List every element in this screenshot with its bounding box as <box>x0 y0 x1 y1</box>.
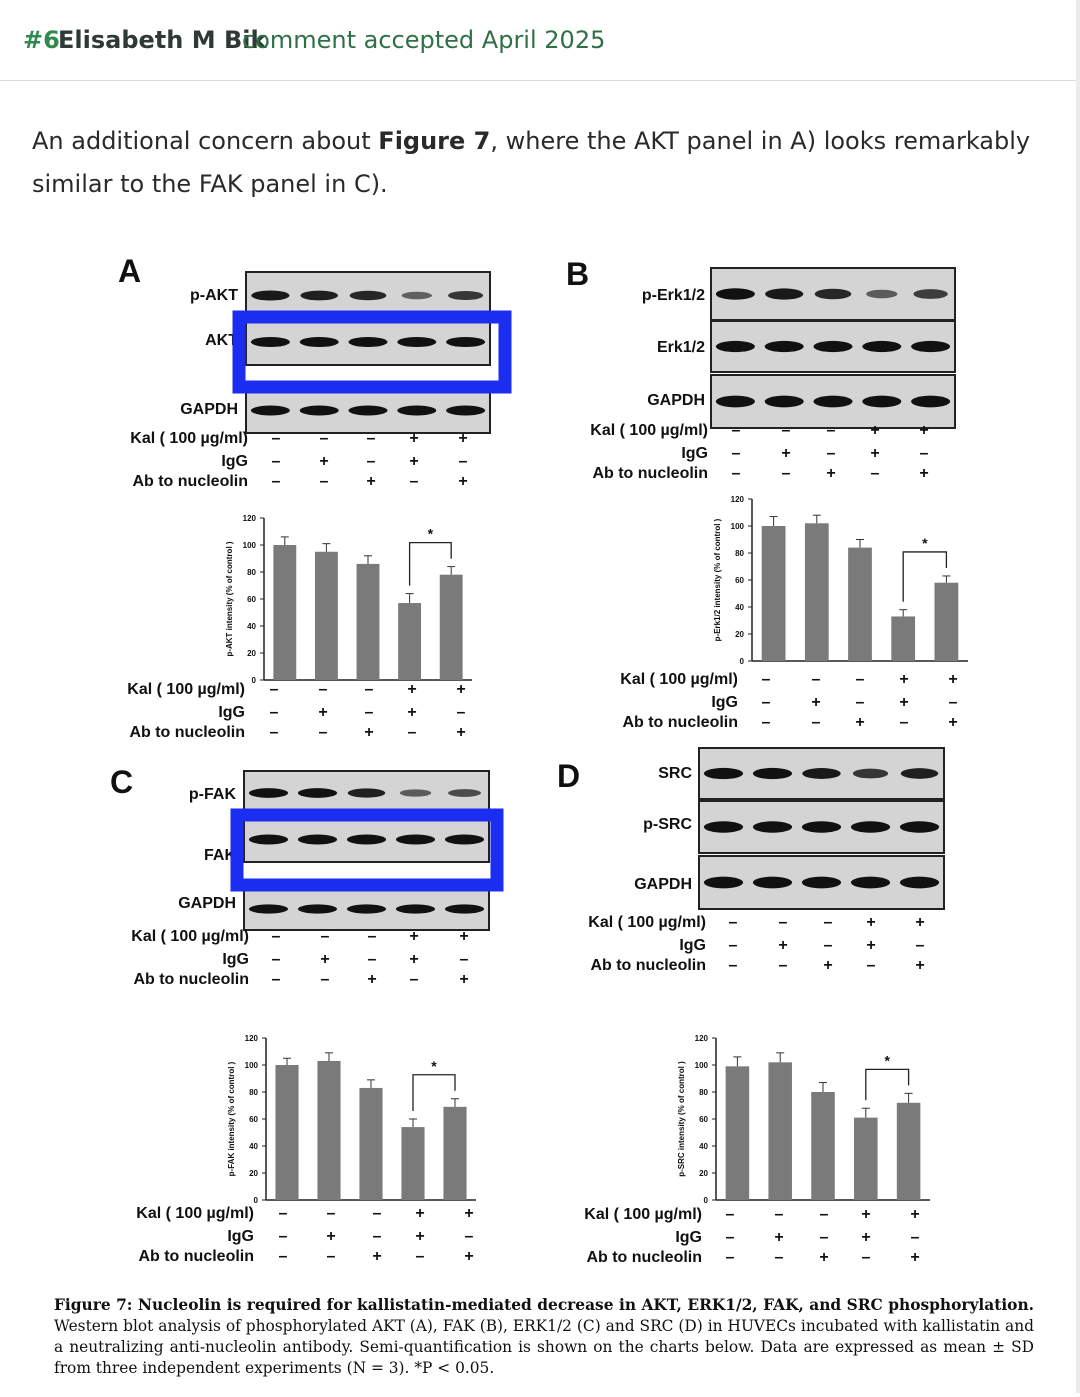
significance-star: * <box>431 1057 437 1074</box>
chart-tick-label: 0 <box>253 1196 258 1205</box>
chart-bar <box>811 1092 835 1200</box>
chart-bar <box>848 548 872 661</box>
condition-mark-blot: – <box>271 473 281 490</box>
condition-mark-blot: – <box>271 430 281 447</box>
blot-band <box>402 292 432 299</box>
condition-mark-chart: – <box>725 1249 735 1266</box>
comment-status: comment accepted April 2025 <box>242 26 606 54</box>
condition-mark-chart: – <box>811 671 821 688</box>
condition-mark-chart: + <box>855 714 865 731</box>
blot-band <box>866 290 897 299</box>
condition-mark-chart: – <box>774 1206 784 1223</box>
condition-mark-chart: – <box>278 1205 288 1222</box>
condition-label: Kal ( 100 µg/ml) <box>620 671 738 688</box>
blot-label: p-SRC <box>643 816 692 833</box>
condition-mark-chart: – <box>819 1206 829 1223</box>
condition-mark-chart: – <box>364 681 374 698</box>
blot-band <box>300 406 339 416</box>
condition-mark-blot: – <box>823 937 833 954</box>
blot-band <box>445 904 484 913</box>
condition-mark-blot: – <box>367 951 377 968</box>
chart-tick-label: 120 <box>244 1034 258 1043</box>
condition-mark-blot: + <box>458 473 468 490</box>
blot-band <box>765 396 804 408</box>
condition-mark-blot: – <box>459 951 469 968</box>
condition-mark-blot: – <box>731 465 741 482</box>
condition-label: Ab to nucleolin <box>590 957 706 974</box>
condition-mark-blot: + <box>459 971 469 988</box>
blot-band <box>396 835 435 845</box>
condition-mark-blot: – <box>781 465 791 482</box>
condition-mark-blot: – <box>919 445 929 462</box>
condition-mark-blot: + <box>409 453 419 470</box>
condition-mark-chart: – <box>761 714 771 731</box>
chart-tick-label: 120 <box>730 495 744 504</box>
condition-mark-blot: – <box>728 957 738 974</box>
chart-ylabel: p-FAK intensity (% of control ) <box>227 1061 236 1177</box>
condition-label: Kal ( 100 µg/ml) <box>130 430 248 447</box>
significance-bracket <box>413 1075 455 1111</box>
chart-tick-label: 120 <box>242 514 256 523</box>
blot-band <box>300 291 337 301</box>
condition-label: IgG <box>681 445 708 462</box>
comment-header <box>0 0 1076 81</box>
condition-mark-chart: + <box>456 724 466 741</box>
condition-mark-blot: – <box>320 928 330 945</box>
blot-band <box>753 877 792 889</box>
condition-mark-chart: + <box>464 1248 474 1265</box>
chart-tick-label: 100 <box>730 522 744 531</box>
condition-mark-chart: – <box>415 1248 425 1265</box>
figure-caption <box>54 1295 1034 1379</box>
panel-letter-c: C <box>110 764 134 800</box>
condition-mark-chart: – <box>464 1228 474 1245</box>
chart-tick-label: 20 <box>247 649 256 658</box>
blot-band <box>765 288 803 299</box>
blot-band <box>348 406 387 416</box>
condition-mark-blot: + <box>458 430 468 447</box>
condition-mark-blot: – <box>271 928 281 945</box>
blot-band <box>901 768 939 779</box>
condition-mark-chart: – <box>269 704 279 721</box>
blot-band <box>813 396 852 408</box>
condition-label: IgG <box>218 704 245 721</box>
condition-mark-blot: – <box>271 971 281 988</box>
blot-band <box>802 877 841 889</box>
condition-mark-blot: – <box>409 971 419 988</box>
blot-band <box>300 337 339 347</box>
condition-mark-blot: + <box>919 422 929 439</box>
significance-star: * <box>427 525 434 542</box>
blot-band <box>900 821 939 832</box>
condition-label: Ab to nucleolin <box>138 1248 254 1265</box>
condition-mark-blot: + <box>826 465 836 482</box>
blot-band <box>298 788 337 798</box>
condition-mark-blot: + <box>866 937 876 954</box>
blot-band <box>802 768 840 779</box>
condition-mark-blot: + <box>409 430 419 447</box>
author-link[interactable]: Elisabeth M Bik <box>58 26 267 54</box>
condition-mark-blot: + <box>870 445 880 462</box>
blot-band <box>400 789 431 796</box>
condition-mark-chart: – <box>372 1228 382 1245</box>
condition-mark-chart: + <box>464 1205 474 1222</box>
chart-tick-label: 0 <box>703 1196 708 1205</box>
blot-band <box>298 904 337 913</box>
blot-band <box>445 835 484 845</box>
condition-mark-blot: – <box>728 914 738 931</box>
chart-tick-label: 80 <box>699 1088 708 1097</box>
condition-mark-chart: – <box>899 714 909 731</box>
blot-band <box>716 341 755 352</box>
blot-band <box>251 406 290 416</box>
chart-tick-label: 100 <box>694 1061 708 1070</box>
condition-mark-blot: + <box>823 957 833 974</box>
condition-mark-blot: – <box>826 445 836 462</box>
chart-ylabel: p-Erk1/2 intensity (% of control ) <box>713 518 722 642</box>
condition-mark-chart: + <box>811 694 821 711</box>
condition-mark-chart: – <box>855 671 865 688</box>
comment-number: #6 <box>23 26 60 54</box>
condition-mark-chart: – <box>278 1248 288 1265</box>
chart-tick-label: 60 <box>699 1115 708 1124</box>
condition-mark-blot: + <box>409 928 419 945</box>
caption-title: Figure 7: Nucleolin is required for kallistatin-mediated decrease in AKT, ERK1/2, FAK, and SRC phosphorylation. <box>54 1296 1034 1314</box>
condition-mark-chart: + <box>364 724 374 741</box>
blot-band <box>900 877 939 889</box>
significance-bracket <box>866 1069 909 1100</box>
condition-mark-chart: + <box>861 1206 871 1223</box>
chart-tick-label: 40 <box>699 1142 708 1151</box>
condition-mark-blot: – <box>271 951 281 968</box>
blot-label: p-FAK <box>188 786 236 803</box>
condition-mark-chart: + <box>415 1205 425 1222</box>
chart-bar <box>726 1066 750 1200</box>
condition-label: Kal ( 100 µg/ml) <box>136 1205 254 1222</box>
blot-band <box>397 337 436 347</box>
condition-label: IgG <box>227 1228 254 1245</box>
figure-graphic <box>0 220 1080 1393</box>
condition-mark-blot: – <box>366 430 376 447</box>
blot-band <box>716 396 755 408</box>
blot-band <box>448 291 483 300</box>
condition-mark-chart: – <box>318 724 328 741</box>
chart-tick-label: 60 <box>249 1115 258 1124</box>
blot-band <box>298 835 337 845</box>
condition-mark-chart: – <box>372 1205 382 1222</box>
condition-mark-blot: + <box>367 971 377 988</box>
condition-mark-blot: – <box>731 422 741 439</box>
condition-mark-chart: – <box>278 1228 288 1245</box>
condition-mark-chart: – <box>407 724 417 741</box>
chart-bar <box>275 1065 298 1200</box>
condition-mark-chart: – <box>326 1205 336 1222</box>
condition-mark-blot: – <box>367 928 377 945</box>
figure-reference: Figure 7 <box>378 127 491 155</box>
chart-tick-label: 80 <box>735 549 744 558</box>
condition-mark-blot: – <box>458 453 468 470</box>
condition-mark-chart: – <box>819 1229 829 1246</box>
condition-mark-chart: – <box>364 704 374 721</box>
blot-band <box>862 396 901 408</box>
blot-band <box>249 904 288 913</box>
blot-band <box>802 821 841 832</box>
condition-mark-chart: – <box>761 671 771 688</box>
comment-body <box>32 120 1042 206</box>
condition-mark-blot: – <box>731 445 741 462</box>
blot-label: p-Erk1/2 <box>641 287 705 304</box>
condition-label: IgG <box>221 453 248 470</box>
condition-mark-chart: + <box>407 681 417 698</box>
chart-tick-label: 60 <box>735 576 744 585</box>
condition-mark-blot: – <box>915 937 925 954</box>
condition-label: Ab to nucleolin <box>129 724 245 741</box>
caption-body: Western blot analysis of phosphorylated AKT (A), FAK (B), ERK1/2 (C) and SRC (D) in HUVECs incubated with kallistatin and a neutralizing anti-nucleolin antibody. Semi-quantification is shown on the charts below. Data are expressed as mean ± SD from three independent experiments (N = 3). *P < 0.05. <box>54 1317 1034 1377</box>
blot-label: GAPDH <box>647 392 705 409</box>
chart-tick-label: 60 <box>247 595 256 604</box>
chart-tick-label: 0 <box>251 676 256 685</box>
significance-star: * <box>884 1052 890 1069</box>
blot-band <box>704 877 743 889</box>
condition-label: IgG <box>711 694 738 711</box>
condition-label: Ab to nucleolin <box>592 465 708 482</box>
blot-band <box>753 768 792 779</box>
blot-band <box>348 337 387 347</box>
blot-band <box>815 289 852 300</box>
condition-mark-chart: – <box>761 694 771 711</box>
condition-mark-chart: – <box>456 704 466 721</box>
condition-mark-chart: + <box>415 1228 425 1245</box>
chart-tick-label: 100 <box>244 1061 258 1070</box>
blot-label: SRC <box>658 765 692 782</box>
blot-band <box>853 769 888 779</box>
blot-label: GAPDH <box>180 401 238 418</box>
chart-tick-label: 20 <box>735 630 744 639</box>
condition-mark-chart: + <box>456 681 466 698</box>
chart-bar <box>935 583 959 661</box>
condition-mark-chart: + <box>774 1229 784 1246</box>
condition-mark-blot: + <box>866 914 876 931</box>
blot-band <box>851 877 890 889</box>
chart-bar <box>359 1088 382 1200</box>
blot-band <box>350 291 387 301</box>
chart-bar <box>891 616 915 661</box>
condition-mark-chart: – <box>326 1248 336 1265</box>
chart-tick-label: 20 <box>249 1169 258 1178</box>
chart-bar <box>443 1107 466 1200</box>
condition-mark-blot: – <box>781 422 791 439</box>
condition-label: Kal ( 100 µg/ml) <box>588 914 706 931</box>
panel-letter-d: D <box>557 758 581 794</box>
blot-label: FAK <box>204 847 236 864</box>
chart-tick-label: 40 <box>735 603 744 612</box>
condition-label: Ab to nucleolin <box>132 473 248 490</box>
condition-label: Ab to nucleolin <box>622 714 738 731</box>
chart-bar <box>440 575 463 680</box>
condition-mark-chart: – <box>861 1249 871 1266</box>
condition-mark-blot: – <box>320 971 330 988</box>
condition-label: IgG <box>675 1229 702 1246</box>
condition-mark-chart: – <box>725 1206 735 1223</box>
blot-band <box>448 789 481 797</box>
blot-band <box>446 337 485 347</box>
condition-mark-chart: + <box>819 1249 829 1266</box>
blot-band <box>704 821 743 832</box>
blot-band <box>396 904 435 913</box>
chart-tick-label: 80 <box>249 1088 258 1097</box>
condition-mark-blot: + <box>459 928 469 945</box>
chart-bar <box>762 526 786 661</box>
blot-band <box>347 904 386 913</box>
blot-band <box>913 289 947 299</box>
condition-mark-blot: – <box>778 914 788 931</box>
comment-text-part1: An additional concern about <box>32 127 379 155</box>
blot-band <box>813 341 852 352</box>
blot-band <box>249 835 288 845</box>
condition-mark-blot: – <box>870 465 880 482</box>
condition-mark-blot: + <box>409 951 419 968</box>
chart-tick-label: 20 <box>699 1169 708 1178</box>
condition-mark-chart: – <box>910 1229 920 1246</box>
chart-tick-label: 40 <box>247 622 256 631</box>
comment-text-part2: , where the AKT panel in A) looks remarkably similar to the FAK panel in C). <box>32 127 1031 198</box>
condition-mark-chart: + <box>948 714 958 731</box>
figure-image <box>0 220 1080 1393</box>
condition-mark-chart: + <box>910 1206 920 1223</box>
condition-mark-chart: + <box>899 694 909 711</box>
condition-mark-blot: – <box>319 430 329 447</box>
condition-mark-chart: – <box>725 1229 735 1246</box>
chart-bar <box>897 1103 921 1200</box>
condition-mark-chart: + <box>407 704 417 721</box>
chart-bar <box>854 1118 878 1200</box>
condition-mark-chart: + <box>899 671 909 688</box>
condition-label: Kal ( 100 µg/ml) <box>131 928 249 945</box>
blot-band <box>765 341 804 352</box>
blot-band <box>911 341 950 352</box>
condition-mark-blot: + <box>781 445 791 462</box>
blot-band <box>704 768 743 779</box>
condition-mark-blot: – <box>823 914 833 931</box>
condition-mark-chart: – <box>269 681 279 698</box>
condition-mark-chart: – <box>811 714 821 731</box>
condition-mark-blot: + <box>366 473 376 490</box>
condition-mark-blot: – <box>826 422 836 439</box>
blot-label: Erk1/2 <box>656 339 705 356</box>
blot-band <box>397 406 436 416</box>
condition-mark-blot: – <box>366 453 376 470</box>
condition-mark-blot: + <box>915 914 925 931</box>
chart-bar <box>273 545 296 680</box>
chart-ylabel: p-AKT intensity (% of control ) <box>225 541 234 657</box>
blot-label: p-AKT <box>190 287 238 304</box>
condition-label: Kal ( 100 µg/ml) <box>127 681 245 698</box>
condition-mark-blot: + <box>320 951 330 968</box>
condition-label: Ab to nucleolin <box>586 1249 702 1266</box>
condition-mark-blot: – <box>319 473 329 490</box>
condition-mark-blot: + <box>915 957 925 974</box>
blot-label: GAPDH <box>634 876 692 893</box>
chart-bar <box>401 1127 424 1200</box>
condition-label: Ab to nucleolin <box>133 971 249 988</box>
panel-letter-a: A <box>118 253 142 289</box>
condition-mark-chart: – <box>774 1249 784 1266</box>
chart-bar <box>315 552 338 680</box>
panel-letter-b: B <box>566 256 590 292</box>
condition-mark-chart: + <box>326 1228 336 1245</box>
blot-band <box>249 788 288 798</box>
condition-mark-chart: – <box>948 694 958 711</box>
blot-label: GAPDH <box>178 895 236 912</box>
condition-mark-blot: – <box>271 453 281 470</box>
significance-star: * <box>922 534 928 551</box>
condition-mark-blot: – <box>778 957 788 974</box>
condition-mark-chart: – <box>855 694 865 711</box>
condition-label: IgG <box>679 937 706 954</box>
condition-mark-chart: – <box>269 724 279 741</box>
blot-label: AKT <box>205 332 238 349</box>
blot-band <box>911 396 950 408</box>
condition-mark-blot: – <box>866 957 876 974</box>
condition-mark-blot: + <box>778 937 788 954</box>
blot-band <box>851 821 890 832</box>
blot-band <box>348 788 386 797</box>
condition-mark-chart: + <box>910 1249 920 1266</box>
chart-bar <box>805 523 829 661</box>
condition-mark-blot: + <box>870 422 880 439</box>
chart-tick-label: 0 <box>739 657 744 666</box>
chart-tick-label: 120 <box>694 1034 708 1043</box>
condition-mark-blot: – <box>728 937 738 954</box>
condition-label: IgG <box>222 951 249 968</box>
blot-band <box>251 337 290 347</box>
blot-band <box>347 835 386 845</box>
chart-bar <box>398 603 421 680</box>
condition-label: Kal ( 100 µg/ml) <box>590 422 708 439</box>
chart-ylabel: p-SRC intensity (% of control ) <box>677 1061 686 1177</box>
chart-tick-label: 40 <box>249 1142 258 1151</box>
condition-mark-blot: + <box>919 465 929 482</box>
blot-band <box>862 341 901 352</box>
chart-bar <box>357 564 380 680</box>
condition-mark-chart: + <box>948 671 958 688</box>
condition-mark-chart: + <box>318 704 328 721</box>
chart-tick-label: 100 <box>242 541 256 550</box>
blot-band <box>716 288 755 299</box>
blot-band <box>251 290 289 300</box>
condition-mark-blot: + <box>319 453 329 470</box>
condition-mark-chart: + <box>372 1248 382 1265</box>
chart-bar <box>317 1061 340 1200</box>
chart-bar <box>768 1062 792 1200</box>
blot-band <box>753 821 792 832</box>
chart-tick-label: 80 <box>247 568 256 577</box>
blot-band <box>446 406 485 416</box>
condition-mark-chart: + <box>861 1229 871 1246</box>
condition-mark-blot: – <box>409 473 419 490</box>
condition-label: Kal ( 100 µg/ml) <box>584 1206 702 1223</box>
condition-mark-chart: – <box>318 681 328 698</box>
